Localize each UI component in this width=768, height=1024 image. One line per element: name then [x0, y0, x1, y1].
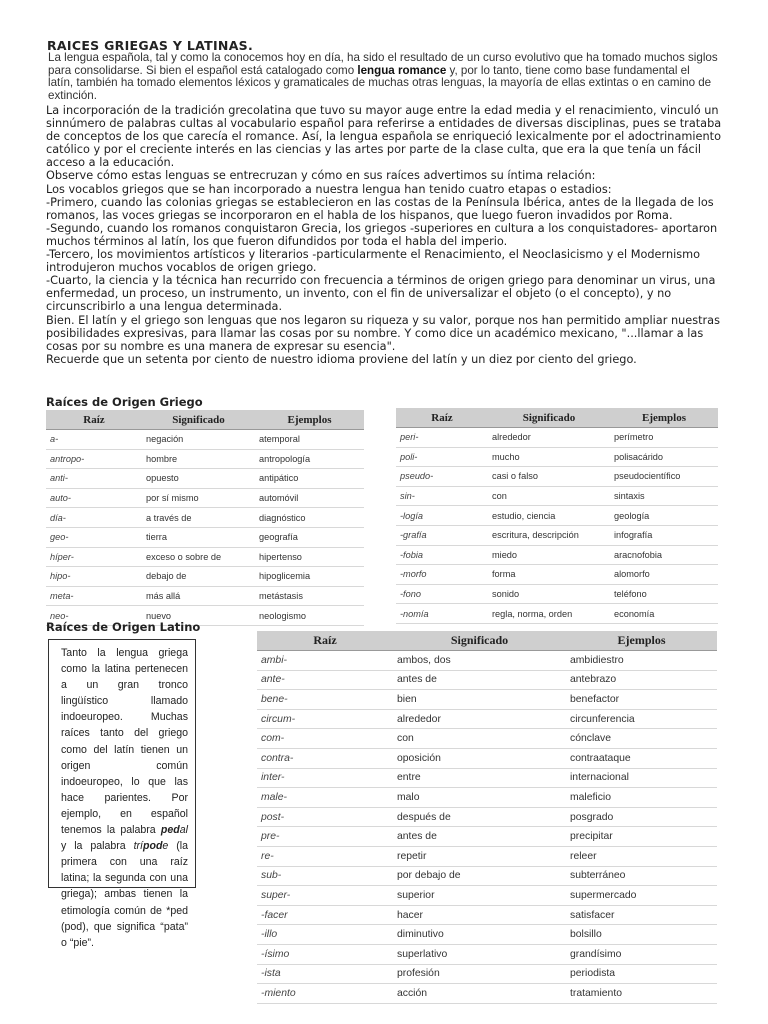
table-header-row — [396, 408, 718, 428]
cell-example: circunferencia — [566, 709, 717, 729]
paragraph: Recuerde que un setenta por ciento de nuestro idioma proviene del latín y un diez por ciento del griego. — [46, 352, 637, 366]
cell-example: antebrazo — [566, 670, 717, 690]
cell-meaning: más allá — [142, 586, 255, 606]
cell-example: ambidiestro — [566, 651, 717, 671]
cell-meaning: sonido — [488, 584, 610, 604]
note-word-prefix: trí — [133, 840, 143, 853]
table-row — [257, 964, 717, 984]
greek-roots-table-right — [396, 408, 718, 624]
cell-example: infografía — [610, 525, 718, 545]
note-text: Tanto la lengua griega como la latina pertenecen a un gran tronco lingüístico llamado indoeuropeo. Muchas raíces tanto del griego como del latín tienen un origen común indoeuropeo, lo que las hace parientes. Por ejemplo, en español tenemos la palabra — [61, 647, 188, 837]
cell-meaning: con — [488, 486, 610, 506]
table-row — [257, 788, 717, 808]
paragraph: Observe cómo estas lenguas se entrecruzan y cómo en sus raíces advertimos su íntima relación: — [46, 169, 596, 183]
cell-meaning: superior — [393, 886, 566, 906]
cell-meaning: tierra — [142, 527, 255, 547]
table-row — [46, 508, 364, 528]
body-text — [46, 104, 722, 366]
cell-example: geografía — [255, 527, 364, 547]
table-row — [257, 944, 717, 964]
cell-example: tratamiento — [566, 984, 717, 1004]
table-row — [257, 984, 717, 1004]
cell-meaning: por debajo de — [393, 866, 566, 886]
cell-meaning: malo — [393, 788, 566, 808]
cell-root: a- — [46, 430, 142, 450]
cell-root: híper- — [46, 547, 142, 567]
cell-meaning: regla, norma, orden — [488, 604, 610, 624]
column-header-examples: Ejemplos — [610, 408, 718, 428]
cell-meaning: acción — [393, 984, 566, 1004]
cell-root: -miento — [257, 984, 393, 1004]
table-row — [396, 604, 718, 624]
cell-meaning: alrededor — [488, 428, 610, 448]
cell-meaning: a través de — [142, 508, 255, 528]
cell-example: satisfacer — [566, 905, 717, 925]
cell-meaning: bien — [393, 690, 566, 710]
table-row — [257, 690, 717, 710]
table-row — [396, 525, 718, 545]
cell-example: precipitar — [566, 827, 717, 847]
table-row — [257, 748, 717, 768]
greek-roots-heading: Raíces de Origen Griego — [46, 395, 203, 409]
column-header-examples: Ejemplos — [255, 410, 364, 430]
cell-meaning: superlativo — [393, 944, 566, 964]
cell-meaning: antes de — [393, 670, 566, 690]
cell-root: -grafía — [396, 525, 488, 545]
cell-example: bolsillo — [566, 925, 717, 945]
intro-text-2: y, por lo tanto, tiene como base fundamental el latín, también ha tomado elementos léxicos y gramaticales de muchas otras lenguas, la mayoría de ellas extintas o en camino de extinción. — [48, 63, 712, 102]
cell-root: contra- — [257, 748, 393, 768]
table-row — [46, 469, 364, 489]
column-header-root: Raíz — [46, 410, 142, 430]
cell-root: -nomía — [396, 604, 488, 624]
cell-meaning: entre — [393, 768, 566, 788]
table-row — [257, 807, 717, 827]
cell-root: poli- — [396, 447, 488, 467]
cell-example: geología — [610, 506, 718, 526]
cell-example: aracnofobia — [610, 545, 718, 565]
cell-example: automóvil — [255, 488, 364, 508]
cell-meaning: forma — [488, 565, 610, 585]
cell-example: maleficio — [566, 788, 717, 808]
cell-root: -morfo — [396, 565, 488, 585]
column-header-meaning: Significado — [488, 408, 610, 428]
cell-root: -fobia — [396, 545, 488, 565]
cell-example: periodista — [566, 964, 717, 984]
cell-root: -fono — [396, 584, 488, 604]
table-body — [257, 651, 717, 1004]
cell-example: posgrado — [566, 807, 717, 827]
table-row — [396, 545, 718, 565]
table-row — [257, 670, 717, 690]
cell-meaning: oposición — [393, 748, 566, 768]
cell-meaning: nuevo — [142, 606, 255, 626]
cell-root: geo- — [46, 527, 142, 547]
table-row — [396, 565, 718, 585]
cell-example: antropología — [255, 449, 364, 469]
intro-bold-term: lengua romance — [357, 63, 447, 77]
cell-meaning: miedo — [488, 545, 610, 565]
cell-example: diagnóstico — [255, 508, 364, 528]
paragraph: Los vocablos griegos que se han incorporado a nuestra lengua han tenido cuatro etapas o estadios: — [46, 182, 612, 196]
paragraph: -Cuarto, la ciencia y la técnica han recurrido con frecuencia a términos de origen griego para denominar un virus, una enfermedad, un proceso, un instrumento, un invento, con el fin de universalizar el objeto (o el concepto), y no circunscribirlo a una lengua determinada. — [46, 274, 716, 314]
cell-meaning: hacer — [393, 905, 566, 925]
cell-meaning: antes de — [393, 827, 566, 847]
cell-example: benefactor — [566, 690, 717, 710]
cell-root: peri- — [396, 428, 488, 448]
cell-example: subterráneo — [566, 866, 717, 886]
cell-example: cónclave — [566, 729, 717, 749]
cell-example: sintaxis — [610, 486, 718, 506]
cell-meaning: alrededor — [393, 709, 566, 729]
note-word-suffix: e — [162, 840, 169, 853]
cell-meaning: por sí mismo — [142, 488, 255, 508]
cell-example: alomorfo — [610, 565, 718, 585]
cell-root: neo- — [46, 606, 142, 626]
cell-meaning: ambos, dos — [393, 651, 566, 671]
table-row — [257, 768, 717, 788]
cell-root: -illo — [257, 925, 393, 945]
cell-root: male- — [257, 788, 393, 808]
cell-root: bene- — [257, 690, 393, 710]
table-row — [396, 486, 718, 506]
table-header-row — [257, 631, 717, 651]
table-row — [46, 430, 364, 450]
cell-example: hipoglicemia — [255, 567, 364, 587]
cell-root: ante- — [257, 670, 393, 690]
table-row — [46, 547, 364, 567]
cell-root: inter- — [257, 768, 393, 788]
cell-example: economía — [610, 604, 718, 624]
table-body — [396, 428, 718, 624]
table-row — [257, 866, 717, 886]
cell-root: -logía — [396, 506, 488, 526]
note-text: y la palabra — [61, 840, 134, 853]
table-row — [396, 506, 718, 526]
cell-root: re- — [257, 846, 393, 866]
cell-example: internacional — [566, 768, 717, 788]
cell-root: antropo- — [46, 449, 142, 469]
note-word-suffix: al — [179, 824, 188, 837]
cell-example: hipertenso — [255, 547, 364, 567]
cell-root: super- — [257, 886, 393, 906]
table-row — [257, 905, 717, 925]
note-word-root: ped — [160, 824, 180, 837]
paragraph: -Primero, cuando las colonias griegas se establecieron en las costas de la Península Ibérica, antes de la llegada de los romanos, las voces griegas se incorporaron en el habla de los hispanos, que luego fueron invadidos por Roma. — [46, 195, 714, 222]
cell-root: -ista — [257, 964, 393, 984]
cell-root: sub- — [257, 866, 393, 886]
table-row — [257, 651, 717, 671]
cell-meaning: casi o falso — [488, 467, 610, 487]
cell-meaning: debajo de — [142, 567, 255, 587]
cell-meaning: diminutivo — [393, 925, 566, 945]
latin-roots-table — [257, 631, 717, 1004]
cell-meaning: repetir — [393, 846, 566, 866]
table-row — [257, 846, 717, 866]
cell-meaning: opuesto — [142, 469, 255, 489]
page-title: RAICES GRIEGAS Y LATINAS. — [47, 38, 254, 53]
table-row — [257, 729, 717, 749]
column-header-root: Raíz — [257, 631, 393, 651]
cell-root: anti- — [46, 469, 142, 489]
table-row — [46, 567, 364, 587]
cell-example: supermercado — [566, 886, 717, 906]
cell-meaning: mucho — [488, 447, 610, 467]
cell-example: releer — [566, 846, 717, 866]
paragraph: Bien. El latín y el griego son lenguas que nos legaron su riqueza y su valor, porque nos han permitido ampliar nuestras posibilidades expresivas, para llamar las cosas por su nombre. Y como dice un académico mexicano, "...llamar a las cosas por su nombre es una manera de expresar su esencia". — [46, 313, 720, 353]
cell-root: hipo- — [46, 567, 142, 587]
column-header-root: Raíz — [396, 408, 488, 428]
cell-meaning: estudio, ciencia — [488, 506, 610, 526]
cell-root: -ísimo — [257, 944, 393, 964]
note-word-root: pod — [143, 840, 163, 853]
cell-root: pre- — [257, 827, 393, 847]
table-row — [46, 527, 364, 547]
cell-example: polisacárido — [610, 447, 718, 467]
cell-root: post- — [257, 807, 393, 827]
cell-root: -facer — [257, 905, 393, 925]
column-header-meaning: Significado — [142, 410, 255, 430]
table-header-row — [46, 410, 364, 430]
cell-root: ambi- — [257, 651, 393, 671]
table-row — [257, 925, 717, 945]
cell-meaning: hombre — [142, 449, 255, 469]
intro-text-1: La lengua española, tal y como la conocemos hoy en día, ha sido el resultado de un curso evolutivo que ha tomado muchos siglos para consolidarse. Si bien el español está catalogado como — [48, 51, 718, 77]
paragraph: -Segundo, cuando los romanos conquistaron Grecia, los griegos -superiores en cultura a los conquistadores- aportaron muchos términos al latín, los que fueron difundidos por toda el habla del imperio. — [46, 221, 718, 248]
table-body — [46, 430, 364, 626]
cell-root: com- — [257, 729, 393, 749]
cell-root: pseudo- — [396, 467, 488, 487]
cell-example: antipático — [255, 469, 364, 489]
cell-meaning: escritura, descripción — [488, 525, 610, 545]
cell-meaning: después de — [393, 807, 566, 827]
note-text: (la primera con una raíz latina; la segunda con una griega); ambas tienen la etimología común de *ped (pod), que significa “pata” o “pie”. — [61, 840, 188, 949]
table-row — [396, 428, 718, 448]
cell-example: metástasis — [255, 586, 364, 606]
cell-meaning: negación — [142, 430, 255, 450]
column-header-meaning: Significado — [393, 631, 566, 651]
table-row — [396, 467, 718, 487]
cell-example: contraataque — [566, 748, 717, 768]
cell-root: circum- — [257, 709, 393, 729]
cell-root: día- — [46, 508, 142, 528]
cell-root: meta- — [46, 586, 142, 606]
cell-example: teléfono — [610, 584, 718, 604]
intro-paragraph — [48, 52, 718, 102]
cell-meaning: con — [393, 729, 566, 749]
table-row — [46, 488, 364, 508]
cell-example: atemporal — [255, 430, 364, 450]
cell-example: perímetro — [610, 428, 718, 448]
cell-meaning: profesión — [393, 964, 566, 984]
table-row — [257, 827, 717, 847]
table-row — [257, 886, 717, 906]
table-row — [46, 586, 364, 606]
cell-root: auto- — [46, 488, 142, 508]
table-row — [396, 584, 718, 604]
table-row — [46, 449, 364, 469]
cell-example: grandísimo — [566, 944, 717, 964]
cell-root: sin- — [396, 486, 488, 506]
latin-roots-heading: Raíces de Origen Latino — [46, 620, 201, 634]
column-header-examples: Ejemplos — [566, 631, 717, 651]
paragraph: La incorporación de la tradición grecolatina que tuvo su mayor auge entre la edad media y el renacimiento, vinculó un sinnúmero de palabras cultas al vocabulario español para referirse a entidades de diversas disciplinas, pues se trataba de conceptos de los que carecía el romance. Así, la lengua española se enriqueció lexicalmente por el adoctrinamiento católico y por el creciente interés en las ciencias y las artes por parte de la clase culta, que era la que tenía un fácil acceso a la educación. — [46, 104, 722, 170]
cell-example: pseudocientífico — [610, 467, 718, 487]
etymology-note-box — [48, 639, 196, 949]
cell-meaning: exceso o sobre de — [142, 547, 255, 567]
table-row — [396, 447, 718, 467]
paragraph: -Tercero, los movimientos artísticos y literarios -particularmente el Renacimiento, el Neoclasicismo y el Modernismo introdujeron muchos vocablos de origen griego. — [46, 248, 701, 275]
cell-example: neologismo — [255, 606, 364, 626]
greek-roots-table-left — [46, 410, 364, 626]
table-row — [257, 709, 717, 729]
